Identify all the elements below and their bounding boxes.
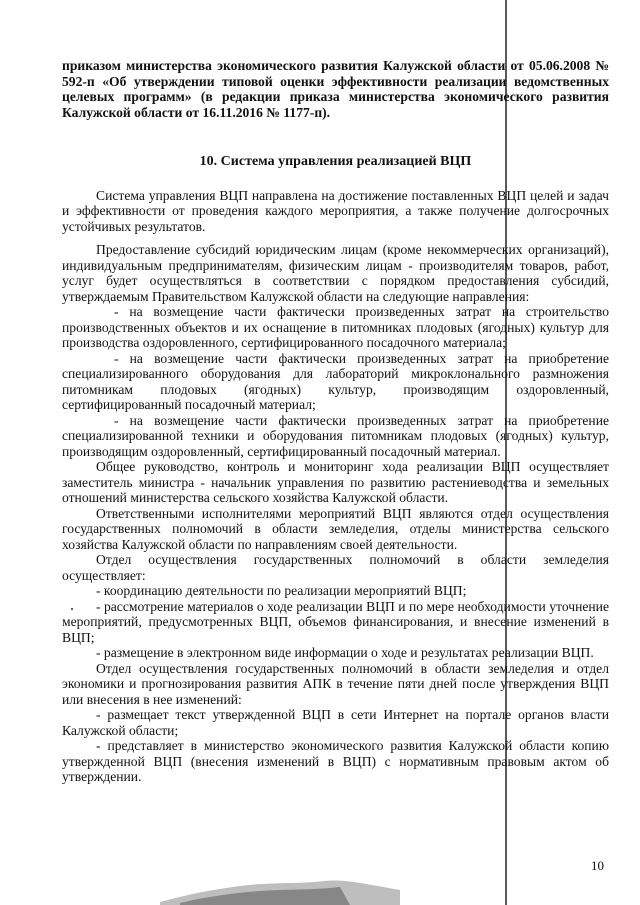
list-item-dept-3: - размещение в электронном виде информации о ходе и результатах реализации ВЦП. [96,645,594,660]
paragraph-general-management: Общее руководство, контроль и мониторинг хода реализации ВЦП осуществляет заместитель министра - начальник управления по развитию растениеводства и земельных отношений министерства сельского хозяйства Калужской области. [62,459,609,505]
list-item-pub-1: - размещает текст утвержденной ВЦП в сети Интернет на портале органов власти Калужской области; [62,707,609,738]
document-body [62,58,609,785]
list-item-dept-1: - координацию деятельности по реализации мероприятий ВЦП; [96,583,467,598]
list-item-dept-2: - рассмотрение материалов о ходе реализации ВЦП и по мере необходимости уточнение мероприятий, предусмотренных ВЦП, объемов финансирования, и внесение изменений в ВЦП; [62,598,609,645]
paragraph-1: Система управления ВЦП направлена на достижение поставленных ВЦП целей и задач и эффективности от проведения каждого мероприятия, а также получение долгосрочных устойчивых результатов. [62,187,609,234]
paragraph-2: Предоставление субсидий юридическим лицам (кроме некоммерческих организаций), индивидуальным предпринимателям, физическим лицам - производителям товаров, работ, услуг будет осуществляться в соответствии с порядком предоставления субсидий, утверждаемым Правительством Калужской области на следующие направления: [62,242,609,304]
page-number: 10 [591,858,604,873]
paragraph-department: Отдел осуществления государственных полномочий в области земледелия осуществляет: [62,552,609,583]
list-item-pub-2: - представляет в министерство экономического развития Калужской области копию утвержденной ВЦП (внесения изменений в ВЦП) с нормативным правовым актом об утверждении. [62,738,609,784]
intro-paragraph: приказом министерства экономического развития Калужской области от 05.06.2008 № 592-п «Об утверждении типовой оценки эффективности реализации ведомственных целевых программ» (в редакции приказа министерства экономического развития Калужской области от 16.11.2016 № 1177-п). [62,58,609,120]
paragraph-publication: Отдел осуществления государственных полномочий в области земледелия и отдел экономики и прогнозирования развития АПК в течение пяти дней после утверждения ВЦП или внесения в нее изменений: [62,660,609,707]
list-item-subsidy-3: - на возмещение части фактически произведенных затрат на приобретение специализированной техники и оборудования питомникам плодовых (ягодных) культур, производящим оздоровленный, сертифицированный посадочный материал. [62,412,609,459]
scan-speck [71,608,73,610]
paragraph-responsible: Ответственными исполнителями мероприятий ВЦП являются отдел осуществления государственных полномочий в области земледелия, отделы министерства сельского хозяйства Калужской области по направлениям своей деятельности. [62,505,609,552]
scan-noise-smudge [150,872,410,905]
list-item-subsidy-2: - на возмещение части фактически произведенных затрат на приобретение специализированного оборудования для лабораторий микроклонального размножения питомникам плодовых (ягодных) культур, производящим оздоровленный, сертифицированный посадочный материал; [62,350,609,412]
section-heading: 10. Система управления реализацией ВЦП [199,154,472,169]
list-item-subsidy-1: - на возмещение части фактически произведенных затрат на строительство производственных объектов и их оснащение в питомниках плодовых (ягодных) культур для производства оздоровленного, сертифицированного посадочного материала; [62,304,609,350]
